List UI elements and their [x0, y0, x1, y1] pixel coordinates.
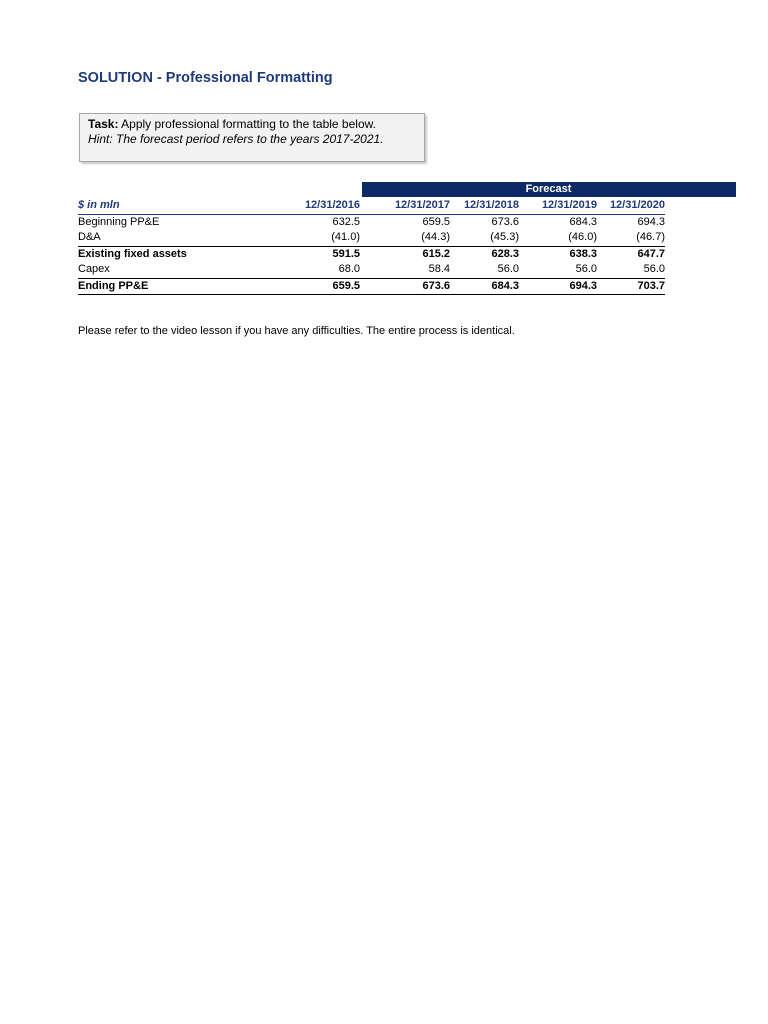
hint-text: Hint: The forecast period refers to the years 2017-2021. — [88, 132, 384, 146]
row-label: Existing fixed assets — [78, 246, 288, 262]
table-cell: 632.5 — [332, 215, 360, 228]
table-cell: 673.6 — [491, 215, 519, 228]
table-cell: 694.3 — [519, 278, 597, 295]
column-header: 12/31/2020 — [597, 198, 665, 214]
table-cell: 628.3 — [450, 246, 519, 262]
table-cell: 56.0 — [575, 263, 597, 276]
row-label: Capex — [78, 263, 110, 276]
table-cell: 56.0 — [643, 263, 665, 276]
table-cell: (45.3) — [490, 231, 519, 244]
table-row — [78, 246, 665, 262]
table-cell: 684.3 — [569, 215, 597, 228]
task-line — [88, 117, 424, 132]
row-label: Ending PP&E — [78, 278, 288, 295]
ppe-table — [78, 198, 665, 295]
table-cell: 684.3 — [450, 278, 519, 295]
table-cell: 647.7 — [597, 246, 665, 262]
table-cell: 638.3 — [519, 246, 597, 262]
table-cell: (46.0) — [568, 231, 597, 244]
table-row — [78, 262, 665, 278]
task-label: Task: — [88, 117, 119, 131]
table-cell: 591.5 — [288, 246, 360, 262]
forecast-label: Forecast — [525, 183, 572, 195]
table-cell: 659.5 — [288, 278, 360, 295]
table-cell: (46.7) — [636, 231, 665, 244]
unit-label: $ in mln — [78, 198, 288, 214]
column-header: 12/31/2016 — [288, 198, 360, 214]
row-label: Beginning PP&E — [78, 215, 160, 228]
task-box — [79, 113, 425, 162]
table-header-row — [78, 198, 665, 214]
column-header: 12/31/2019 — [519, 198, 597, 214]
table-cell: (41.0) — [331, 231, 360, 244]
column-header: 12/31/2018 — [450, 198, 519, 214]
table-cell: 673.6 — [360, 278, 450, 295]
table-cell: (44.3) — [421, 231, 450, 244]
table-cell: 615.2 — [360, 246, 450, 262]
table-row — [78, 278, 665, 295]
table-cell: 703.7 — [597, 278, 665, 295]
footer-note: Please refer to the video lesson if you have any difficulties. The entire process is identical. — [78, 325, 515, 337]
table-cell: 694.3 — [637, 215, 665, 228]
table-cell: 68.0 — [338, 263, 360, 276]
table-row — [78, 214, 665, 230]
table-cell: 659.5 — [422, 215, 450, 228]
row-label: D&A — [78, 231, 101, 244]
table-cell: 58.4 — [428, 263, 450, 276]
table-row — [78, 230, 665, 246]
table-cell: 56.0 — [497, 263, 519, 276]
task-text: Apply professional formatting to the table below. — [118, 117, 376, 131]
page-title: SOLUTION - Professional Formatting — [78, 70, 333, 86]
column-header: 12/31/2017 — [360, 198, 450, 214]
